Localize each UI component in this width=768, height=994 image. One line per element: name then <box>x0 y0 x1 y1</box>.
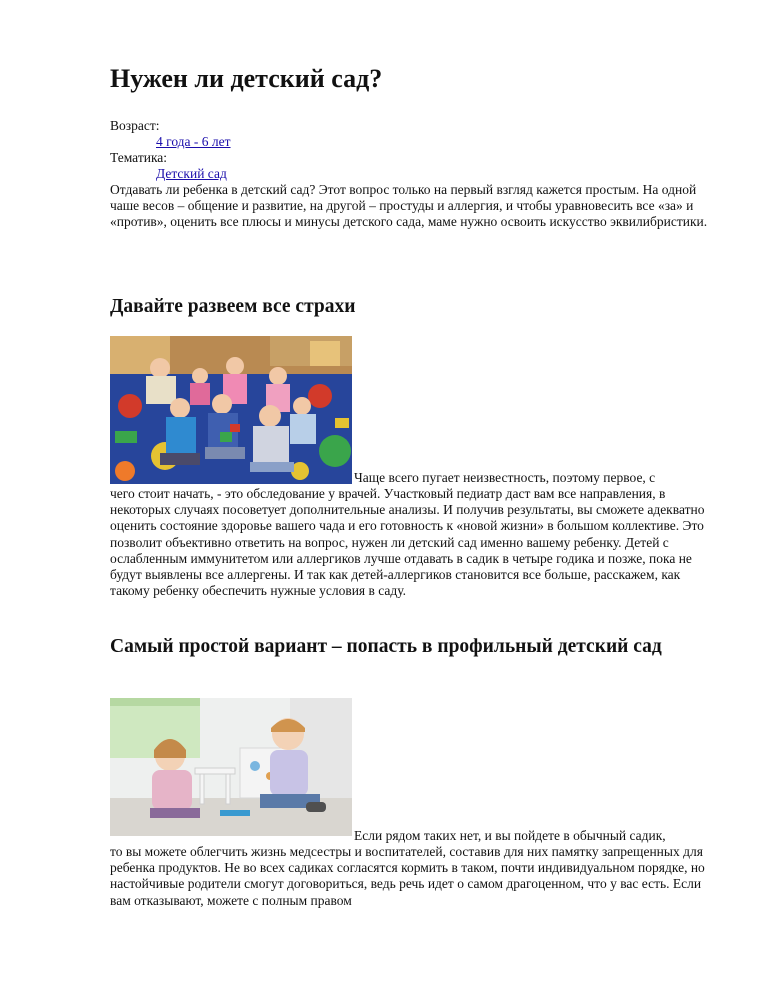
age-label: Возраст: <box>110 118 160 133</box>
page-title: Нужен ли детский сад? <box>110 64 383 93</box>
children-playing-photo <box>110 698 352 836</box>
children-on-carpet-photo <box>110 336 352 484</box>
topic-label: Тематика: <box>110 150 168 165</box>
section2-paragraph: то вы можете облегчить жизнь медсестры и воспитателей, составив для них памятку запрещенных для ребенка продуктов. Не во всех садиках согласятся кормить в таком, почти индивидуальном порядке, но настойчивые родители смогут договориться, ведь речь идет о самом драгоценном, что у вас есть. Если вам отказывают, можете с полным правом <box>110 844 705 908</box>
article-meta <box>110 118 231 182</box>
section2-first-line: Если рядом таких нет, и вы пойдете в обычный садик, <box>354 828 666 843</box>
section2-heading: Самый простой вариант – попасть в профильный детский сад <box>110 636 662 657</box>
section1-heading: Давайте развеем все страхи <box>110 296 356 317</box>
age-link[interactable]: 4 года - 6 лет <box>156 134 231 149</box>
intro-paragraph: Отдавать ли ребенка в детский сад? Этот вопрос только на первый взгляд кажется простым. На одной чаше весов – общение и развитие, на другой – простуды и аллергия, и чтобы уравновесить все «за» и «против», оценить все плюсы и минусы детского сада, маме нужно освоить искусство эквилибристики. <box>110 182 708 230</box>
section1-paragraph: чего стоит начать, - это обследование у врачей. Участковый педиатр даст вам все направления, в некоторых случаях посоветует дополнительные анализы. И получив результаты, вы сможете адекватно оценить состояние здоровье вашего чада и его готовность к «новой жизни» в большом коллективе. Это позволит объективно ответить на вопрос, нужен ли детский сад именно вашему ребенку. Детей с ослабленным иммунитетом или аллергиков лучше отдавать в садик в четыре годика и позже, пока не будут выявлены все аллергены. И так как детей-аллергиков становится все больше, расскажем, как такому ребенку обеспечить нужные условия в саду. <box>110 486 705 599</box>
section1-first-line: Чаще всего пугает неизвестность, поэтому первое, с <box>354 470 656 485</box>
topic-link[interactable]: Детский сад <box>156 166 227 181</box>
